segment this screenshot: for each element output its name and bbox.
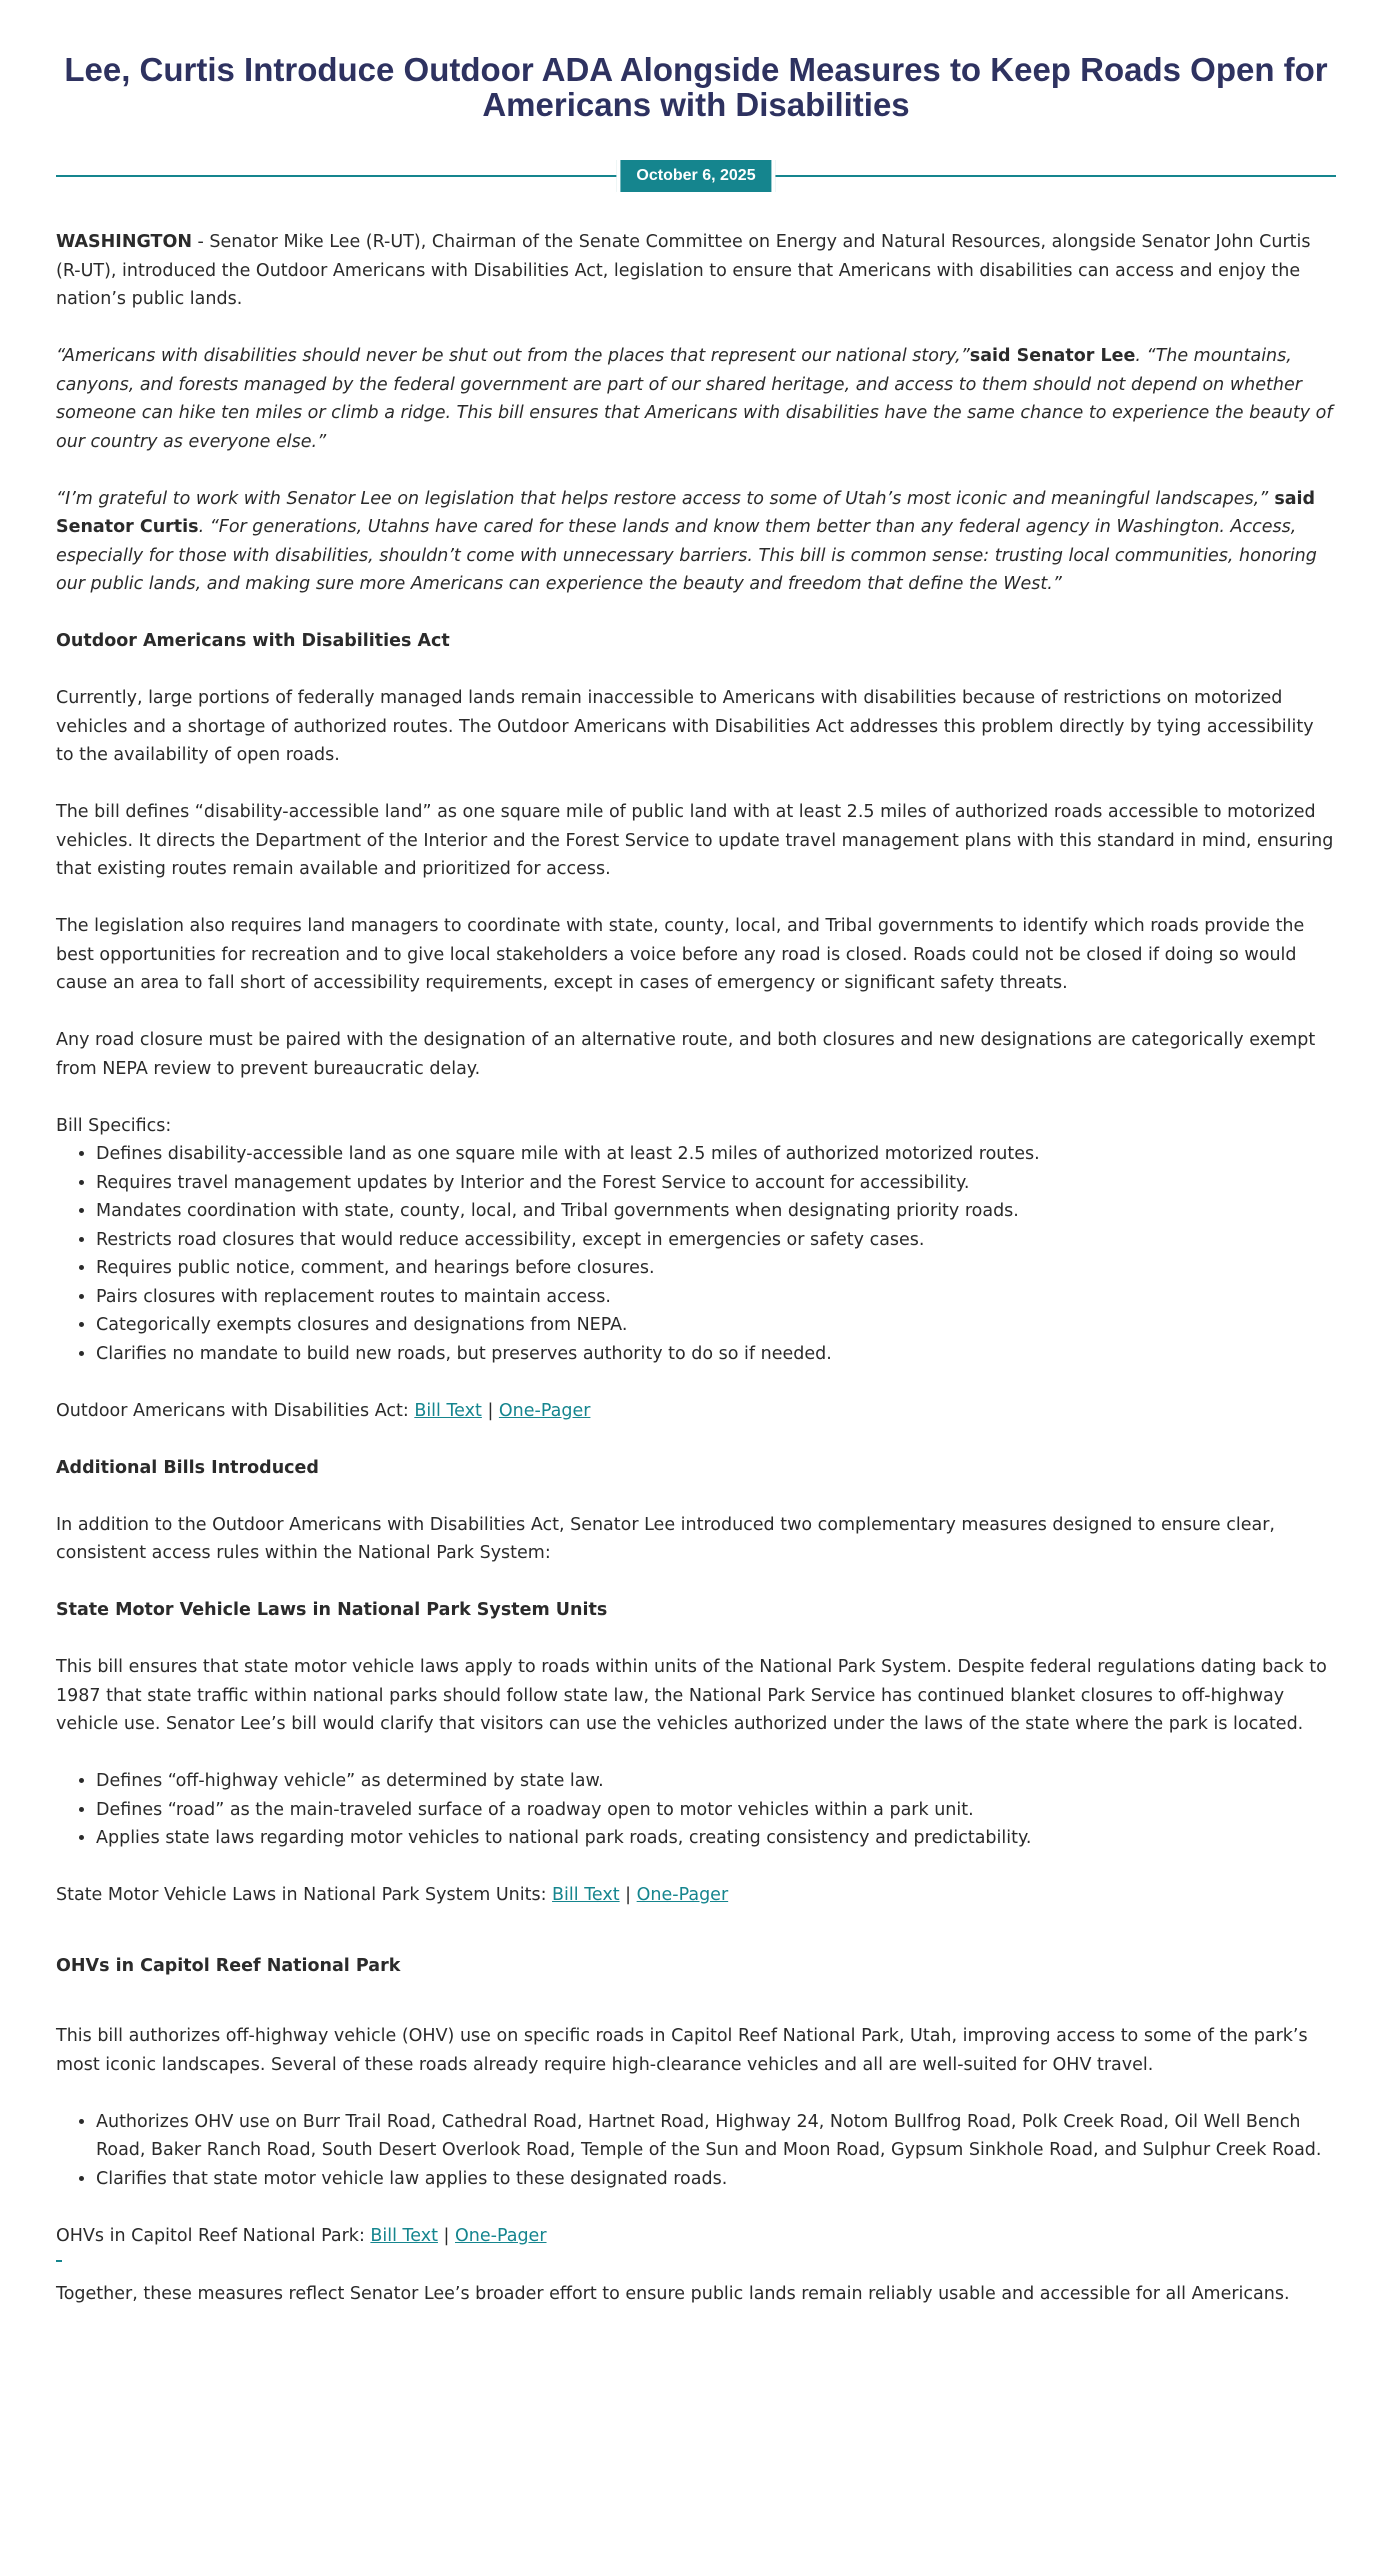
list-item: • Restricts road closures that would reduce accessibility, except in emergencies or safety cases. [96, 1226, 1336, 1255]
intro-text: - Senator Mike Lee (R-UT), Chairman of the Senate Committee on Energy and Natural Resources, alongside Senator John Curtis (R-UT), introduced the Outdoor Americans with Disabilities Act, legislation to ensure that Americans with disabilities can access and enjoy the nation’s public lands. [56, 232, 1311, 309]
oada-paragraph: Currently, large portions of federally managed lands remain inaccessible to Americans with disabilities because of restrictions on motorized vehicles and a shortage of authorized routes. The Outdoor Americans with Disabilities Act addresses this problem directly by tying accessibility to the availability of open roads. [56, 688, 1314, 765]
link-separator: | [619, 1885, 637, 1905]
ohv-one-pager-link[interactable]: One-Pager [455, 2225, 547, 2246]
closing-paragraph: Together, these measures reflect Senator Lee’s broader effort to ensure public lands remain reliably usable and accessible for all Americans. [56, 2284, 1290, 2304]
ohv-links [56, 2222, 1336, 2251]
press-release [0, 52, 1392, 2309]
oada-links [56, 1397, 1336, 1426]
state-laws-one-pager-link[interactable]: One-Pager [636, 1885, 729, 1905]
ohv-paragraph: This bill authorizes off-highway vehicle (OHV) use on specific roads in Capitol Reef National Park, Utah, improving access to some of the park’s most iconic landscapes. Several of these roads already require high-clearance vehicles and all are well-suited for OHV travel. [56, 2026, 1308, 2075]
state-laws-links [56, 1881, 1336, 1910]
list-item: • Requires travel management updates by Interior and the Forest Service to account for accessibility. [96, 1169, 1336, 1198]
list-item: • Pairs closures with replacement routes to maintain access. [96, 1283, 1336, 1312]
list-item: • Clarifies that state motor vehicle law applies to these designated roads. [96, 2165, 1336, 2194]
list-item: • Defines disability-accessible land as one square mile with at least 2.5 miles of authorized motorized routes. [96, 1140, 1336, 1169]
oada-one-pager-link[interactable]: One-Pager [498, 1400, 591, 1421]
section-heading-ohv: OHVs in Capitol Reef National Park [56, 1955, 401, 1976]
oada-links-label: Outdoor Americans with Disabilities Act: [56, 1400, 415, 1421]
section-heading-additional: Additional Bills Introduced [56, 1457, 319, 1478]
ohv-links-label: OHVs in Capitol Reef National Park: [56, 2225, 371, 2246]
list-item: • Clarifies no mandate to build new roads, but preserves authority to do so if needed. [96, 1340, 1336, 1369]
quote-lee [56, 342, 1336, 456]
list-item: • Authorizes OHV use on Burr Trail Road, Cathedral Road, Hartnet Road, Highway 24, Notom Bullfrog Road, Polk Creek Road, Oil Well Bench Road, Baker Ranch Road, South Desert Overlook Road, Temple of the Sun and Moon Road, Gypsum Sinkhole Road, and Sulphur Creek Road. [96, 2108, 1336, 2165]
quote-lee-part1: “Americans with disabilities should never be shut out from the places that represent our national story,” [56, 346, 970, 366]
link-separator: | [481, 1400, 499, 1421]
state-laws-paragraph: This bill ensures that state motor vehicle laws apply to roads within units of the National Park System. Despite federal regulations dating back to 1987 that state traffic within national parks should follow state law, the National Park Service has continued blanket closures to off-highway vehicle use. Senator Lee’s bill would clarify that visitors can use the vehicles authorized under the laws of the state where the park is located. [56, 1657, 1327, 1734]
list-item: • Mandates coordination with state, county, local, and Tribal governments when designating priority roads. [96, 1197, 1336, 1226]
intro-paragraph [56, 228, 1336, 314]
empty-link-mark [56, 2260, 62, 2262]
quote-curtis-attribution: said Senator Curtis [56, 488, 1316, 537]
oada-paragraph: The bill defines “disability-accessible land” as one square mile of public land with at least 2.5 miles of authorized roads accessible to motorized vehicles. It directs the Department of the Interior and the Forest Service to update travel management plans with this standard in mind, ensuring that existing routes remain available and prioritized for access. [56, 802, 1334, 879]
state-laws-list [56, 1767, 1336, 1853]
additional-paragraph: In addition to the Outdoor Americans with Disabilities Act, Senator Lee introduced two complementary measures designed to ensure clear, consistent access rules within the National Park System: [56, 1514, 1275, 1563]
link-separator: | [437, 2225, 455, 2246]
date-banner [56, 160, 1336, 192]
quote-lee-part2: . “The mountains, canyons, and forests managed by the federal government are part of our shared heritage, and access to them should not depend on whether someone can hike ten miles or climb a ridge. This bill ensures that Americans with disabilities have the same chance to experience the beauty of our country as everyone else.” [56, 346, 1333, 452]
quote-lee-attribution: said Senator Lee [969, 346, 1136, 366]
list-item: • Categorically exempts closures and designations from NEPA. [96, 1311, 1336, 1340]
dateline: WASHINGTON [56, 232, 192, 252]
bill-specifics-list [56, 1140, 1336, 1368]
section-heading-state-laws: State Motor Vehicle Laws in National Park System Units [56, 1600, 608, 1620]
oada-paragraph: The legislation also requires land managers to coordinate with state, county, local, and Tribal governments to identify which roads provide the best opportunities for recreation and to give local stakeholders a voice before any road is closed. Roads could not be closed if doing so would cause an area to fall short of accessibility requirements, except in cases of emergency or significant safety threats. [56, 916, 1305, 993]
section-heading-oada: Outdoor Americans with Disabilities Act [56, 631, 450, 651]
ohv-bill-text-link[interactable]: Bill Text [370, 2225, 438, 2246]
state-laws-links-label: State Motor Vehicle Laws in National Park System Units: [56, 1885, 553, 1905]
quote-curtis-part2: . “For generations, Utahns have cared for these lands and know them better than any federal agency in Washington. Access, especially for those with disabilities, shouldn’t come with unnecessary barriers. This bill is common sense: trusting local communities, honoring our public lands, and making sure more Americans can experience the beauty and freedom that define the West.” [56, 517, 1317, 594]
list-item: • Requires public notice, comment, and hearings before closures. [96, 1254, 1336, 1283]
oada-bill-text-link[interactable]: Bill Text [414, 1400, 482, 1421]
list-item: • Applies state laws regarding motor vehicles to national park roads, creating consistency and predictability. [96, 1824, 1336, 1853]
oada-paragraph: Any road closure must be paired with the designation of an alternative route, and both closures and new designations are categorically exempt from NEPA review to prevent bureaucratic delay. [56, 1030, 1316, 1079]
quote-curtis-part1: “I’m grateful to work with Senator Lee on legislation that helps restore access to some of Utah’s most iconic and meaningful landscapes,” [56, 488, 1269, 509]
list-item: • Defines “road” as the main-traveled surface of a roadway open to motor vehicles within a park unit. [96, 1796, 1336, 1825]
quote-curtis [56, 485, 1336, 599]
date-badge: October 6, 2025 [616, 160, 775, 192]
page-title: Lee, Curtis Introduce Outdoor ADA Alongside Measures to Keep Roads Open for Americans with Disabilities [64, 51, 1328, 123]
bill-specifics-label: Bill Specifics: [56, 1115, 172, 1136]
state-laws-bill-text-link[interactable]: Bill Text [552, 1885, 620, 1905]
ohv-list [56, 2108, 1336, 2194]
list-item: • Defines “off-highway vehicle” as determined by state law. [96, 1767, 1336, 1796]
